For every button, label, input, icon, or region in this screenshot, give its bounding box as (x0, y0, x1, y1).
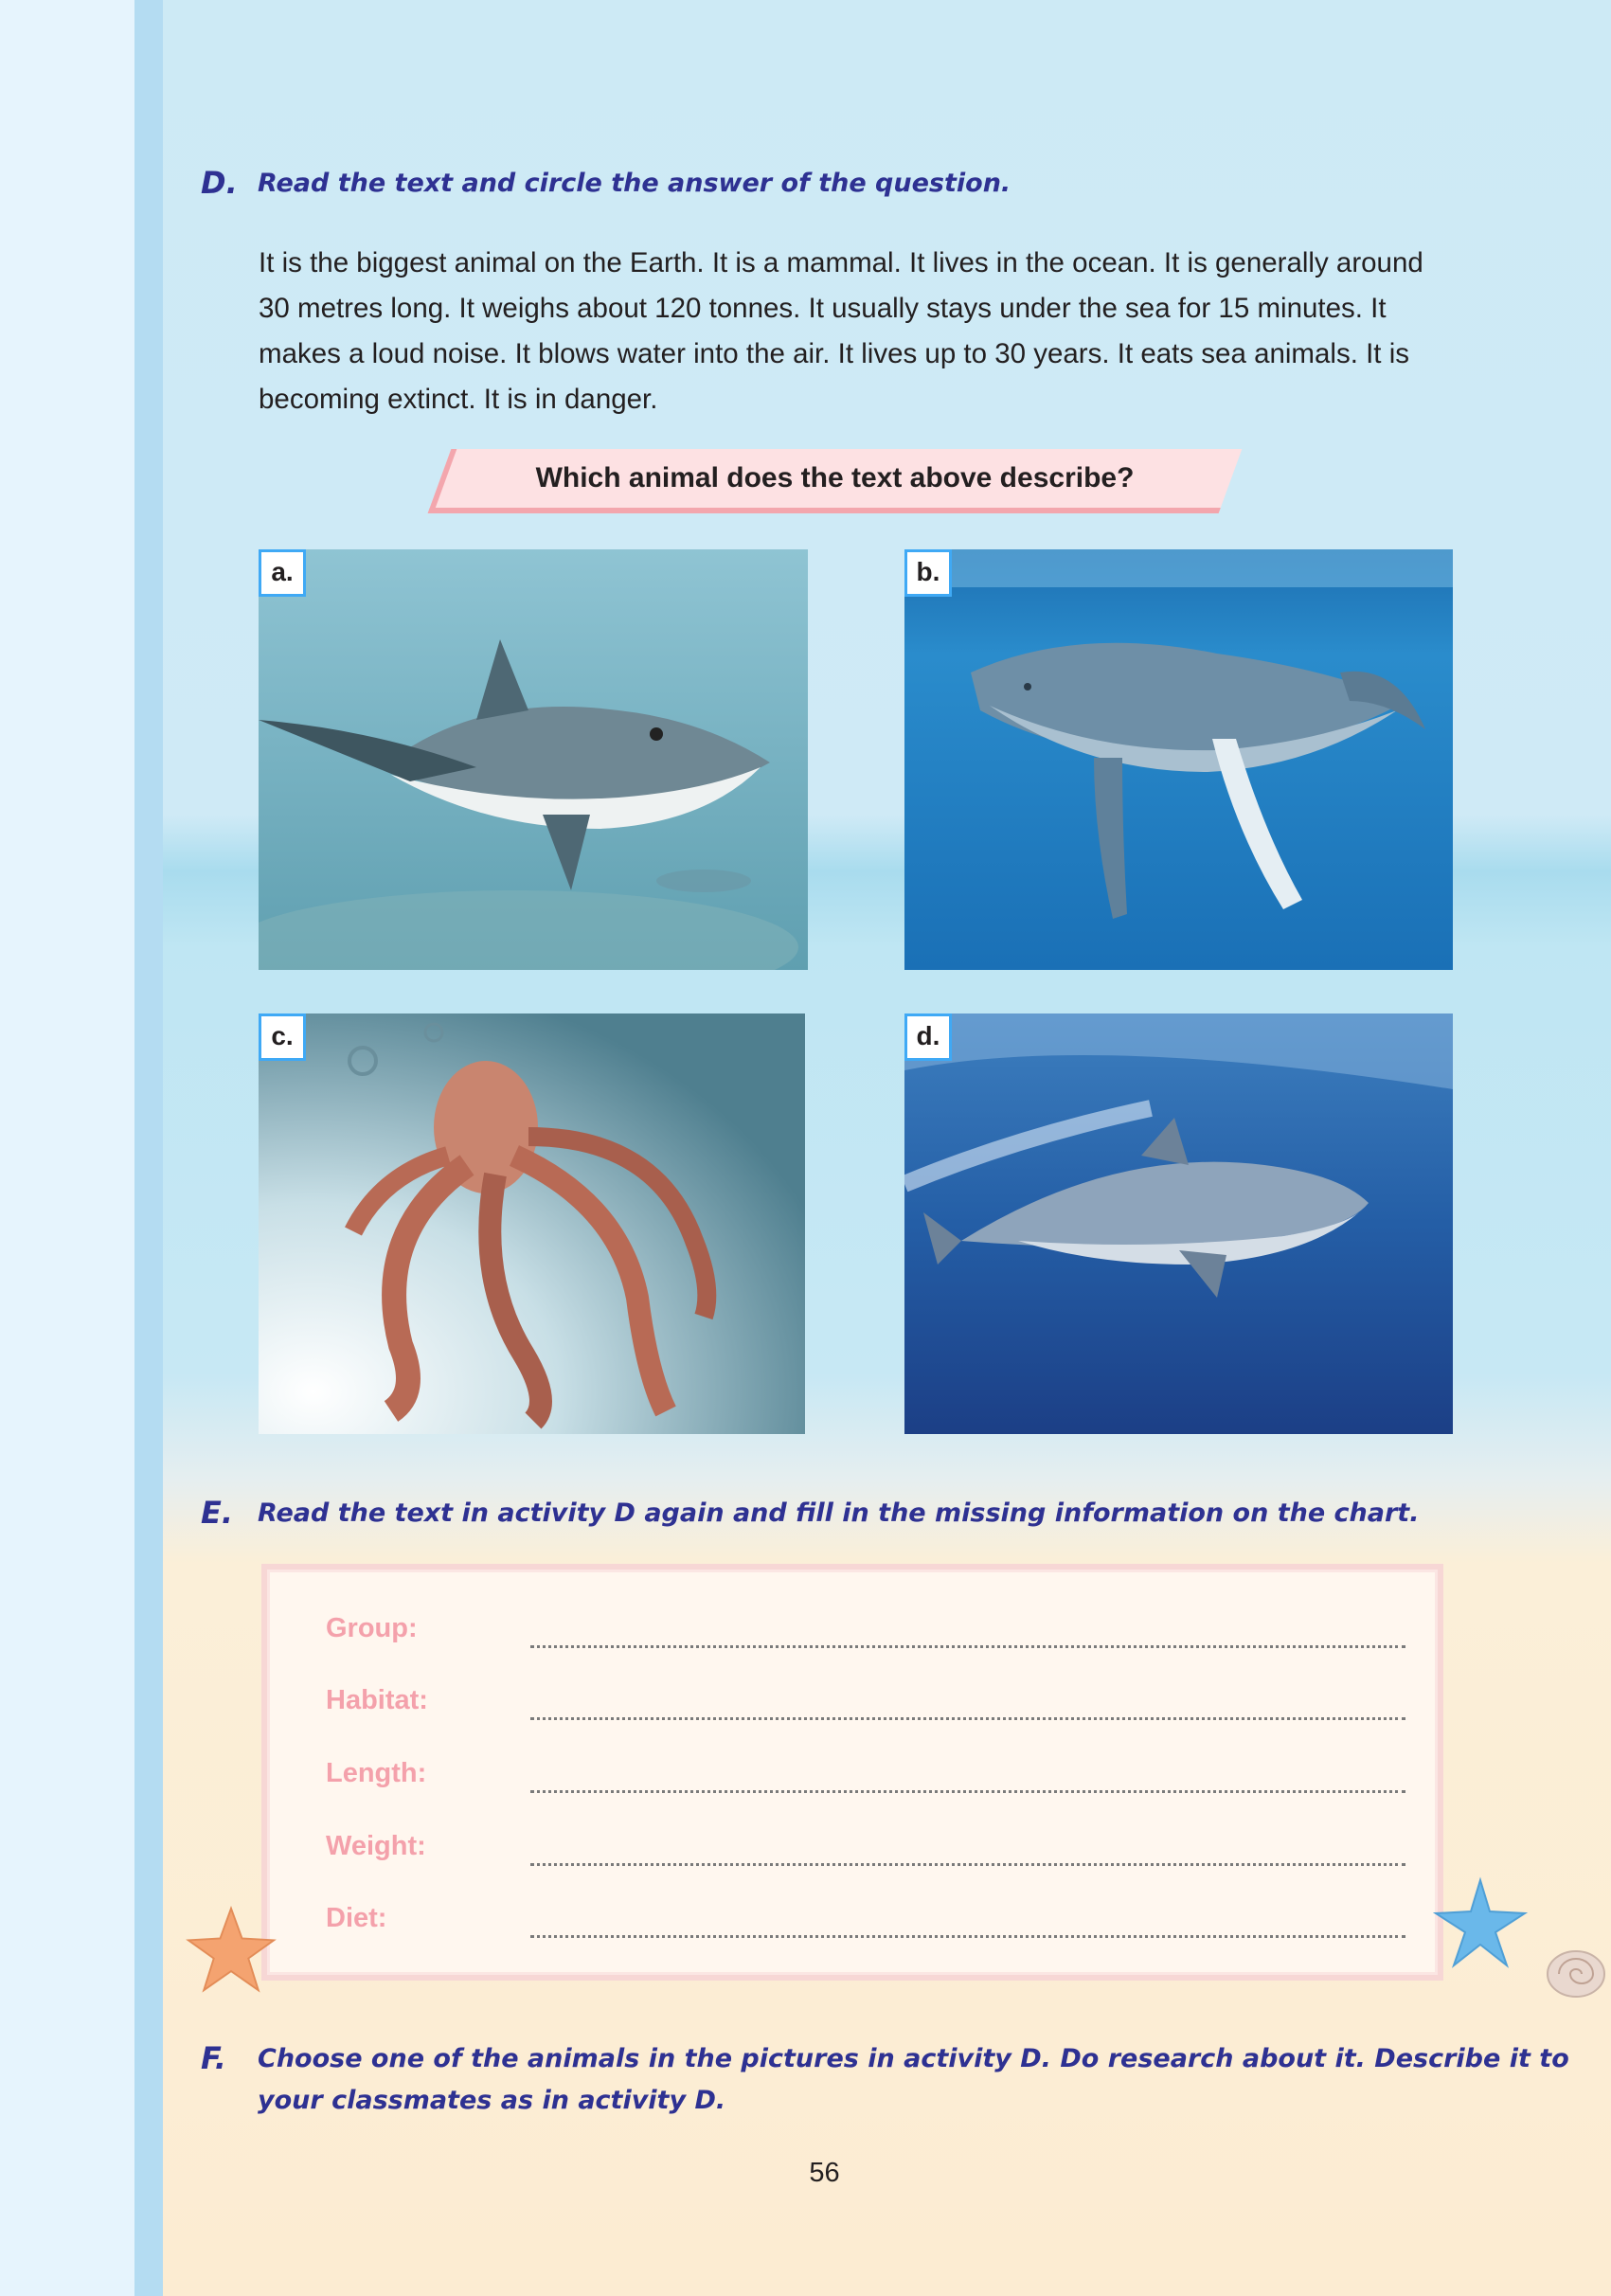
option-d-label: d. (904, 1013, 952, 1061)
question-banner (439, 449, 1230, 513)
option-b-label: b. (904, 549, 952, 597)
page-number: 56 (809, 2158, 840, 2188)
answer-line[interactable] (530, 1935, 1405, 1938)
starfish-blue-icon (1425, 1875, 1535, 1970)
octopus-photo (259, 1013, 805, 1434)
chart-label: Weight: (326, 1831, 426, 1861)
option-a-label: a. (259, 549, 306, 597)
question-text: Which animal does the text above describe? (535, 462, 1135, 493)
margin-strip (0, 0, 134, 2296)
section-d-letter: D. (201, 165, 238, 201)
chart-row-length (326, 1758, 1405, 1796)
section-f-instruction-line1: Choose one of the animals in the pictures in activity D. Do research about it. Describe it to (258, 2044, 1569, 2073)
chart-row-habitat (326, 1685, 1405, 1723)
section-d-instruction: Read the text and circle the answer of the question. (258, 169, 1011, 198)
section-d-passage: It is the biggest animal on the Earth. It is a mammal. It lives in the ocean. It is generally around 30 metres long. It weighs about 120 tonnes. It usually stays under the sea for 15 minutes. It makes a loud noise. It blows water into the air. It lives up to 30 years. It eats sea animals. It is becoming extinct. It is in danger. (259, 247, 1423, 415)
option-c-label: c. (259, 1013, 306, 1061)
chart-label: Length: (326, 1758, 427, 1788)
option-a-photo[interactable] (259, 549, 808, 970)
chart-row-weight (326, 1831, 1405, 1869)
fill-in-chart (261, 1564, 1443, 1981)
chart-row-group (326, 1613, 1405, 1651)
starfish-orange-icon (186, 1904, 277, 1995)
answer-line[interactable] (530, 1645, 1405, 1648)
section-f-instruction-line2: your classmates as in activity D. (258, 2086, 726, 2115)
margin-strip-inner (134, 0, 163, 2296)
option-c-photo[interactable] (259, 1013, 805, 1434)
option-b-photo[interactable] (904, 549, 1453, 970)
option-d-photo[interactable] (904, 1013, 1453, 1434)
shark-photo (259, 549, 808, 970)
whale-photo (904, 549, 1453, 970)
section-f-letter: F. (201, 2040, 226, 2076)
section-e-instruction: Read the text in activity D again and fill in the missing information on the chart. (258, 1498, 1420, 1528)
chart-row-diet (326, 1903, 1405, 1941)
chart-label: Group: (326, 1613, 418, 1643)
answer-line[interactable] (530, 1863, 1405, 1866)
answer-line[interactable] (530, 1717, 1405, 1720)
dolphin-photo (904, 1013, 1453, 1434)
section-e-letter: E. (201, 1495, 234, 1531)
answer-line[interactable] (530, 1790, 1405, 1793)
chart-label: Habitat: (326, 1685, 428, 1715)
chart-label: Diet: (326, 1903, 387, 1933)
seashell-icon (1540, 1944, 1606, 2000)
